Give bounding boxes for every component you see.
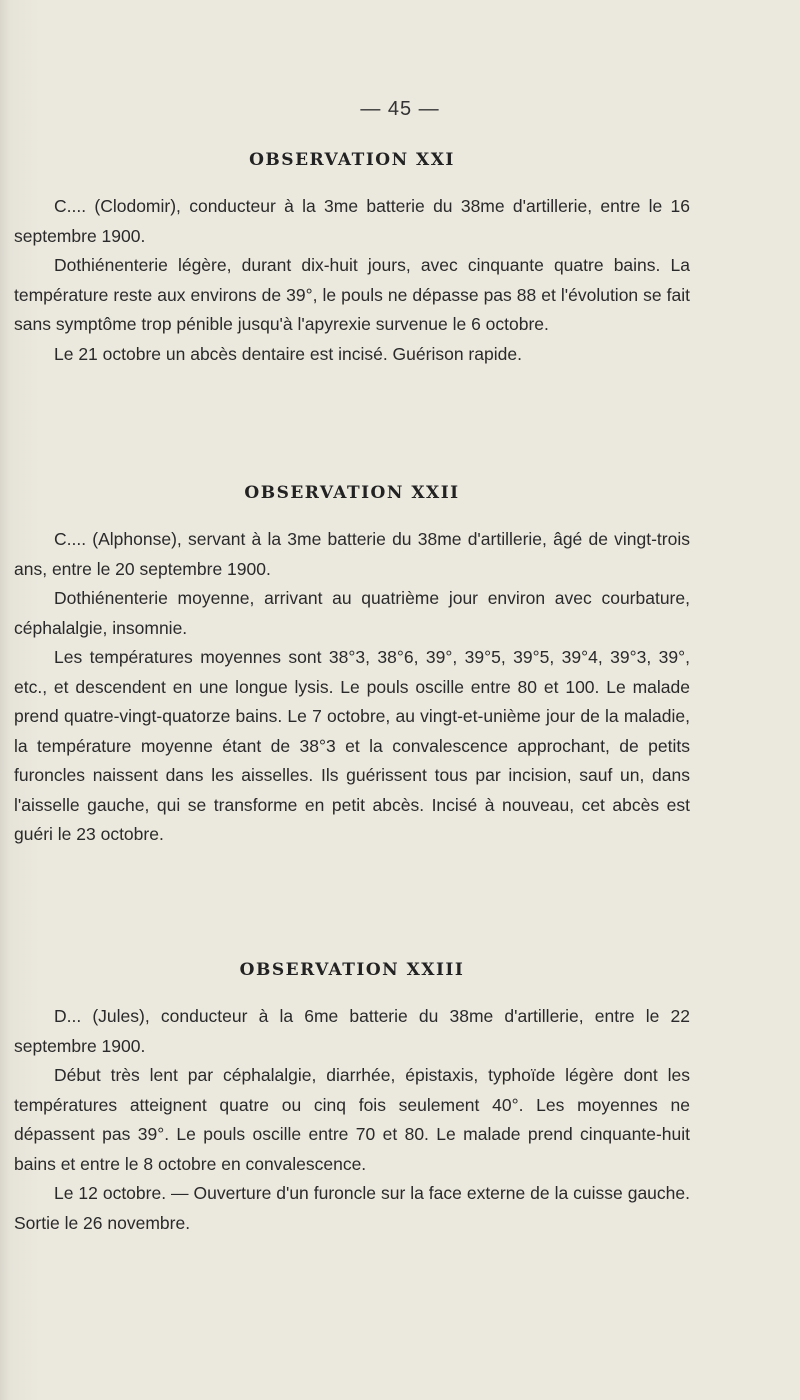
observation-paragraph: Dothiénenterie moyenne, arrivant au quatrième jour environ avec courbature, céphalalgie, insomnie. (14, 588, 690, 638)
observation-paragraph: Dothiénenterie légère, durant dix-huit jours, avec cinquante quatre bains. La température reste aux environs de 39°, le pouls ne dépasse pas 88 et l'évolution se fait sans symptôme trop pénible jusqu'à l'apyrexie survenue le 6 octobre. (14, 255, 690, 334)
observation-paragraph: D... (Jules), conducteur à la 6me batterie du 38me d'artillerie, entre le 22 septembre 1900. (14, 1006, 690, 1056)
observation-xxii (14, 483, 690, 850)
observation-paragraph: C.... (Clodomir), conducteur à la 3me batterie du 38me d'artillerie, entre le 16 septembre 1900. (14, 196, 690, 246)
observation-title: OBSERVATION XXII (244, 483, 460, 503)
observation-paragraph: Les températures moyennes sont 38°3, 38°6, 39°, 39°5, 39°5, 39°4, 39°3, 39°, etc., et descendent en une longue lysis. Le pouls oscille entre 80 et 100. Le malade prend quatre-vingt-quatorze bains. Le 7 octobre, au vingt-et-unième jour de la maladie, la température moyenne étant de 38°3 et la convalescence approchant, de petits furoncles naissent dans les aisselles. Ils guérissent tous par incision, sauf un, dans l'aisselle gauche, qui se transforme en petit abcès. Incisé à nouveau, cet abcès est guéri le 23 octobre. (14, 647, 690, 844)
page-number: — 45 — (360, 98, 440, 120)
observation-xxiii (14, 960, 690, 1238)
observation-xxi (14, 150, 690, 369)
observation-paragraph: Le 21 octobre un abcès dentaire est incisé. Guérison rapide. (54, 343, 522, 364)
observation-paragraph: Le 12 octobre. — Ouverture d'un furoncle sur la face externe de la cuisse gauche. Sortie le 26 novembre. (14, 1183, 690, 1233)
observation-title: OBSERVATION XXI (249, 150, 455, 170)
observation-paragraph: C.... (Alphonse), servant à la 3me batterie du 38me d'artillerie, âgé de vingt-trois ans, entre le 20 septembre 1900. (14, 529, 690, 579)
observation-paragraph: Début très lent par céphalalgie, diarrhée, épistaxis, typhoïde légère dont les températures atteignent quatre ou cinq fois seulement 40°. Les moyennes ne dépassent pas 39°. Le pouls oscille entre 70 et 80. Le malade prend cinquante-huit bains et entre le 8 octobre en convalescence. (14, 1065, 690, 1174)
observation-title: OBSERVATION XXIII (239, 960, 465, 980)
